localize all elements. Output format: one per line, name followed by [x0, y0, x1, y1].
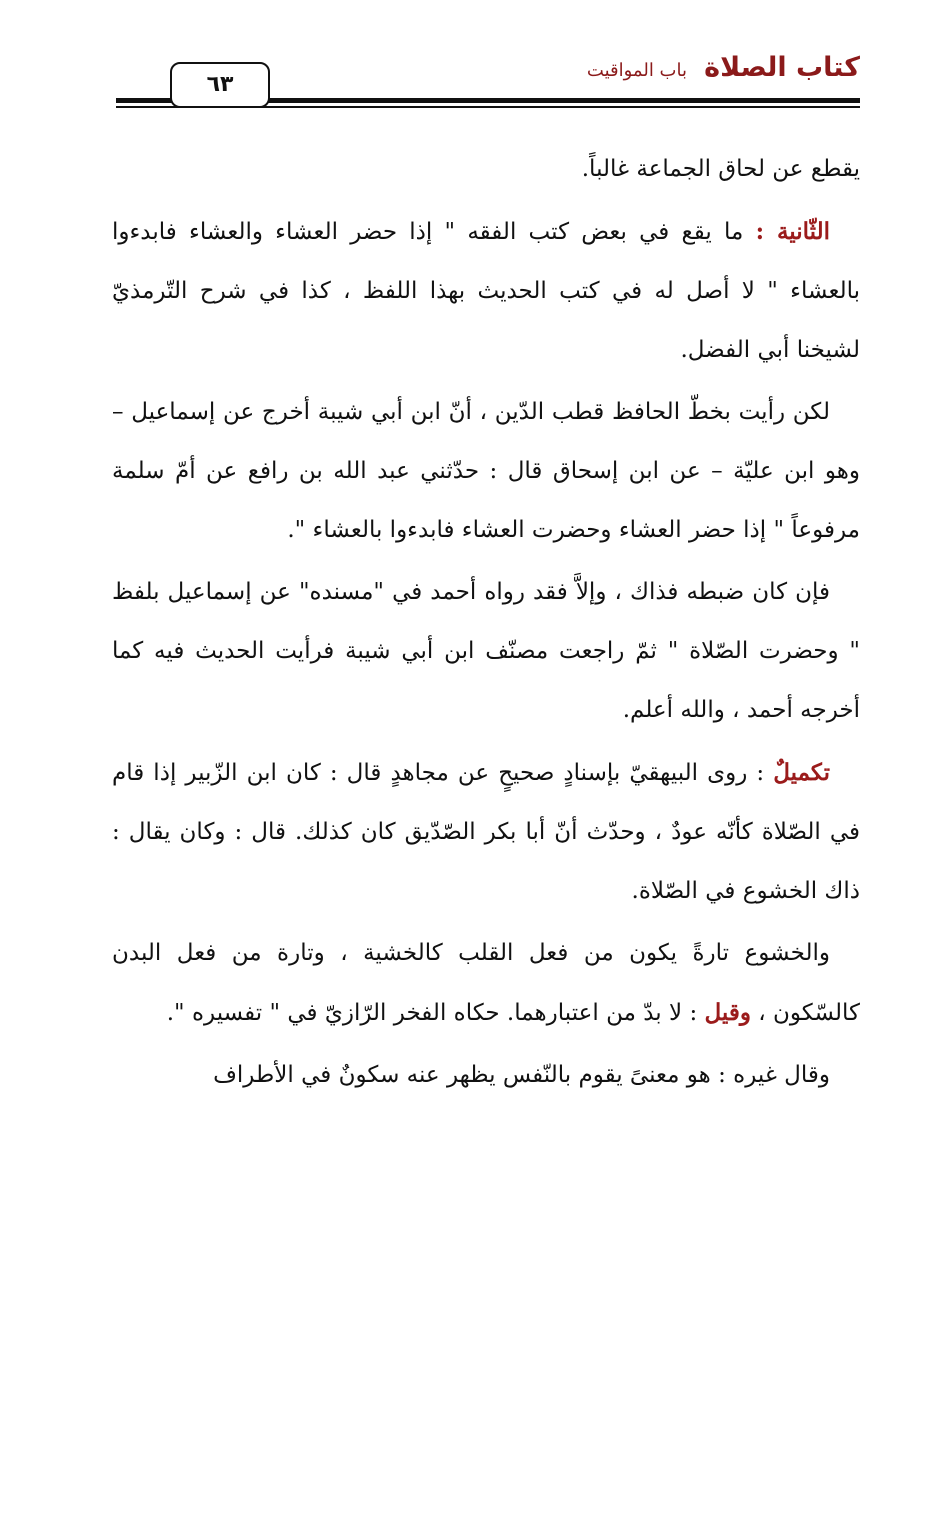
paragraph-keyword: الثّانية : [755, 218, 830, 245]
paragraph-text: ما يقع في بعض كتب الفقه " إذا حضر العشاء والعشاء فابدءوا بالعشاء " لا أصل له في كتب الحديث بهذا اللفظ ، كذا في شرح التّرمذيّ لشيخنا أبي الفضل. [112, 219, 860, 363]
paragraph [112, 202, 860, 380]
paragraph [112, 383, 860, 560]
page-header [0, 0, 945, 120]
paragraph-text: لكن رأيت بخطّ الحافظ قطب الدّين ، أنّ ابن أبي شيبة أخرج عن إسماعيل – وهو ابن عليّة – عن ابن إسحاق قال : حدّثني عبد الله بن رافع عن أمّ سلمة مرفوعاً " إذا حضر العشاء وحضرت العشاء فابدءوا بالعشاء ". [112, 399, 860, 543]
paragraph [112, 743, 860, 921]
paragraph-keyword: وقيل [704, 999, 751, 1026]
paragraph-text: : لا بدّ من اعتبارهما. حكاه الفخر الرّازيّ في " تفسيره ". [166, 1000, 705, 1026]
body-text [112, 140, 860, 1108]
paragraph [112, 924, 860, 1043]
paragraph-text: يقطع عن لحاق الجماعة غالباً. [581, 156, 860, 182]
paragraph [112, 1046, 860, 1105]
paragraph-text: وقال غيره : هو معنىً يقوم بالنّفس يظهر عنه سكونٌ في الأطراف [213, 1062, 830, 1088]
chapter-title: باب المواقيت [586, 60, 687, 81]
paragraph [112, 140, 860, 199]
paragraph-keyword: تكميلٌ [773, 759, 830, 786]
paragraph-text: والخشوع تارةً يكون من فعل القلب كالخشية ، وتارة من فعل البدن كالسّكون ، [112, 940, 860, 1026]
paragraph-text: : روى البيهقيّ بإسنادٍ صحيحٍ عن مجاهدٍ قال : كان ابن الزّبير إذا قام في الصّلاة كأنّه عودٌ ، وحدّث أنّ أبا بكر الصّدّيق كان كذلك. قال : وكان يقال : ذاك الخشوع في الصّلاة. [112, 760, 860, 904]
page-number: ٦٣ [170, 62, 270, 108]
book-title: كتاب الصلاة [704, 52, 860, 83]
paragraph [112, 563, 860, 740]
paragraph-text: فإن كان ضبطه فذاك ، وإلاَّ فقد رواه أحمد في "مسنده" عن إسماعيل بلفظ " وحضرت الصّلاة " ثمّ راجعت مصنّف ابن أبي شيبة فرأيت الحديث فيه كما أخرجه أحمد ، والله أعلم. [112, 579, 860, 723]
